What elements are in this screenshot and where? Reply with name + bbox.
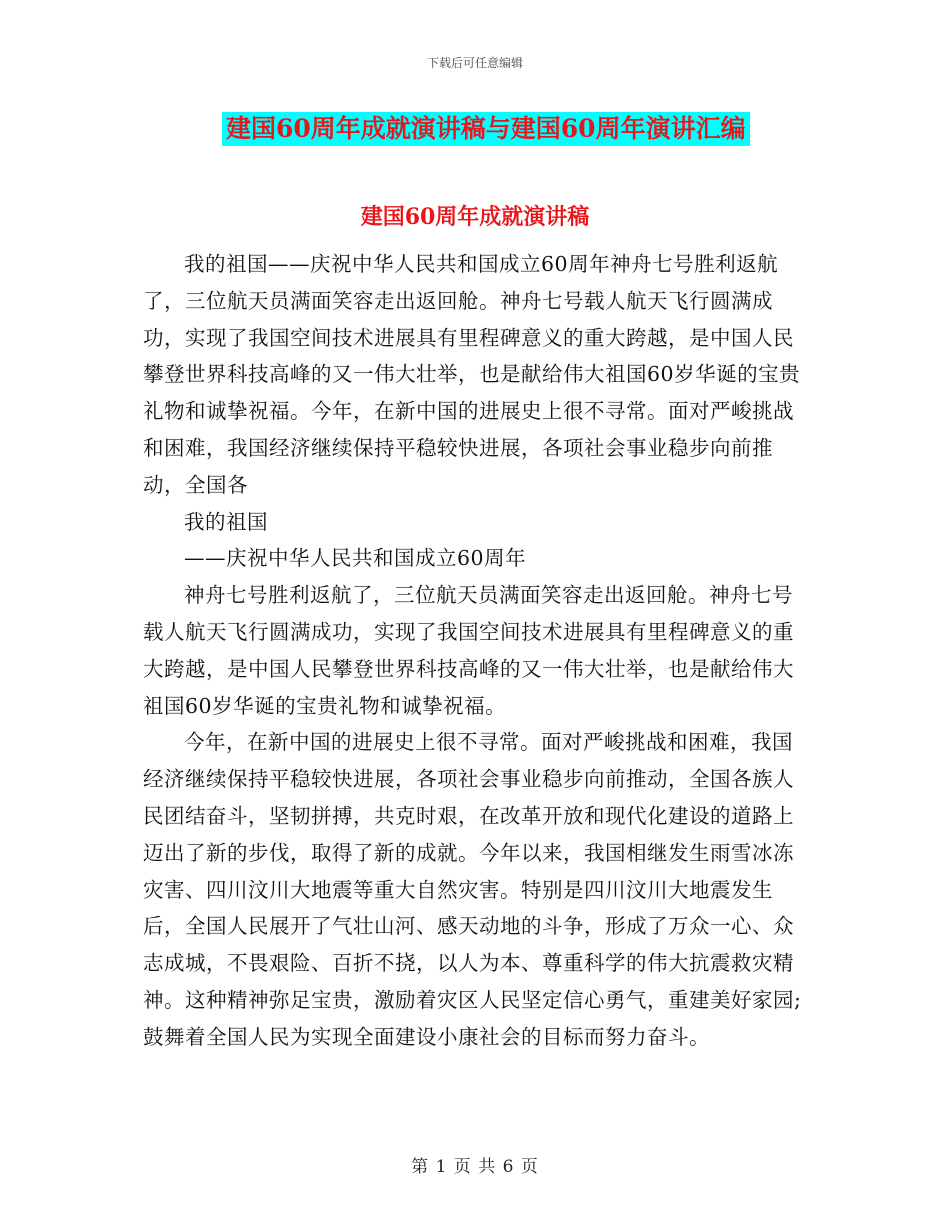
page-number: 第 1 页 共 6 页	[411, 1157, 539, 1177]
document-title: 建国60周年成就演讲稿与建国60周年演讲汇编	[222, 112, 750, 146]
paragraph: 我的祖国——庆祝中华人民共和国成立60周年神舟七号胜利返航了，三位航天员满面笑容走出返回舱。神舟七号载人航天飞行圆满成功，实现了我国空间技术进展具有里程碑意义的重大跨越，是中国人民攀登世界科技高峰的又一伟大壮举，也是献给伟大祖国60岁华诞的宝贵礼物和诚挚祝福。今年，在新中国的进展史上很不寻常。面对严峻挑战和困难，我国经济继续保持平稳较快进展，各项社会事业稳步向前推动，全国各	[143, 252, 801, 497]
paragraph: 今年，在新中国的进展史上很不寻常。面对严峻挑战和困难，我国经济继续保持平稳较快进展，各项社会事业稳步向前推动，全国各族人民团结奋斗，坚韧拼搏，共克时艰，在改革开放和现代化建设的道路上迈出了新的步伐，取得了新的成就。今年以来，我国相继发生雨雪冰冻灾害、四川汶川大地震等重大自然灾害。特别是四川汶川大地震发生后，全国人民展开了气壮山河、感天动地的斗争，形成了万众一心、众志成城，不畏艰险、百折不挠，以人为本、尊重科学的伟大抗震救灾精神。这种精神弥足宝贵，激励着灾区人民坚定信心勇气，重建美好家园;鼓舞着全国人民为实现全面建设小康社会的目标而努力奋斗。	[143, 730, 802, 1049]
document-body	[143, 246, 808, 1056]
paragraph: 神舟七号胜利返航了，三位航天员满面笑容走出返回舱。神舟七号载人航天飞行圆满成功，实现了我国空间技术进展具有里程碑意义的重大跨越，是中国人民攀登世界科技高峰的又一伟大壮举，也是献给伟大祖国60岁华诞的宝贵礼物和诚挚祝福。	[143, 583, 794, 718]
header-note: 下载后可任意编辑	[426, 56, 523, 70]
paragraph: 我的祖国	[184, 509, 268, 534]
paragraph: ——庆祝中华人民共和国成立60周年	[184, 546, 527, 571]
section-title: 建国60周年成就演讲稿	[360, 204, 590, 230]
